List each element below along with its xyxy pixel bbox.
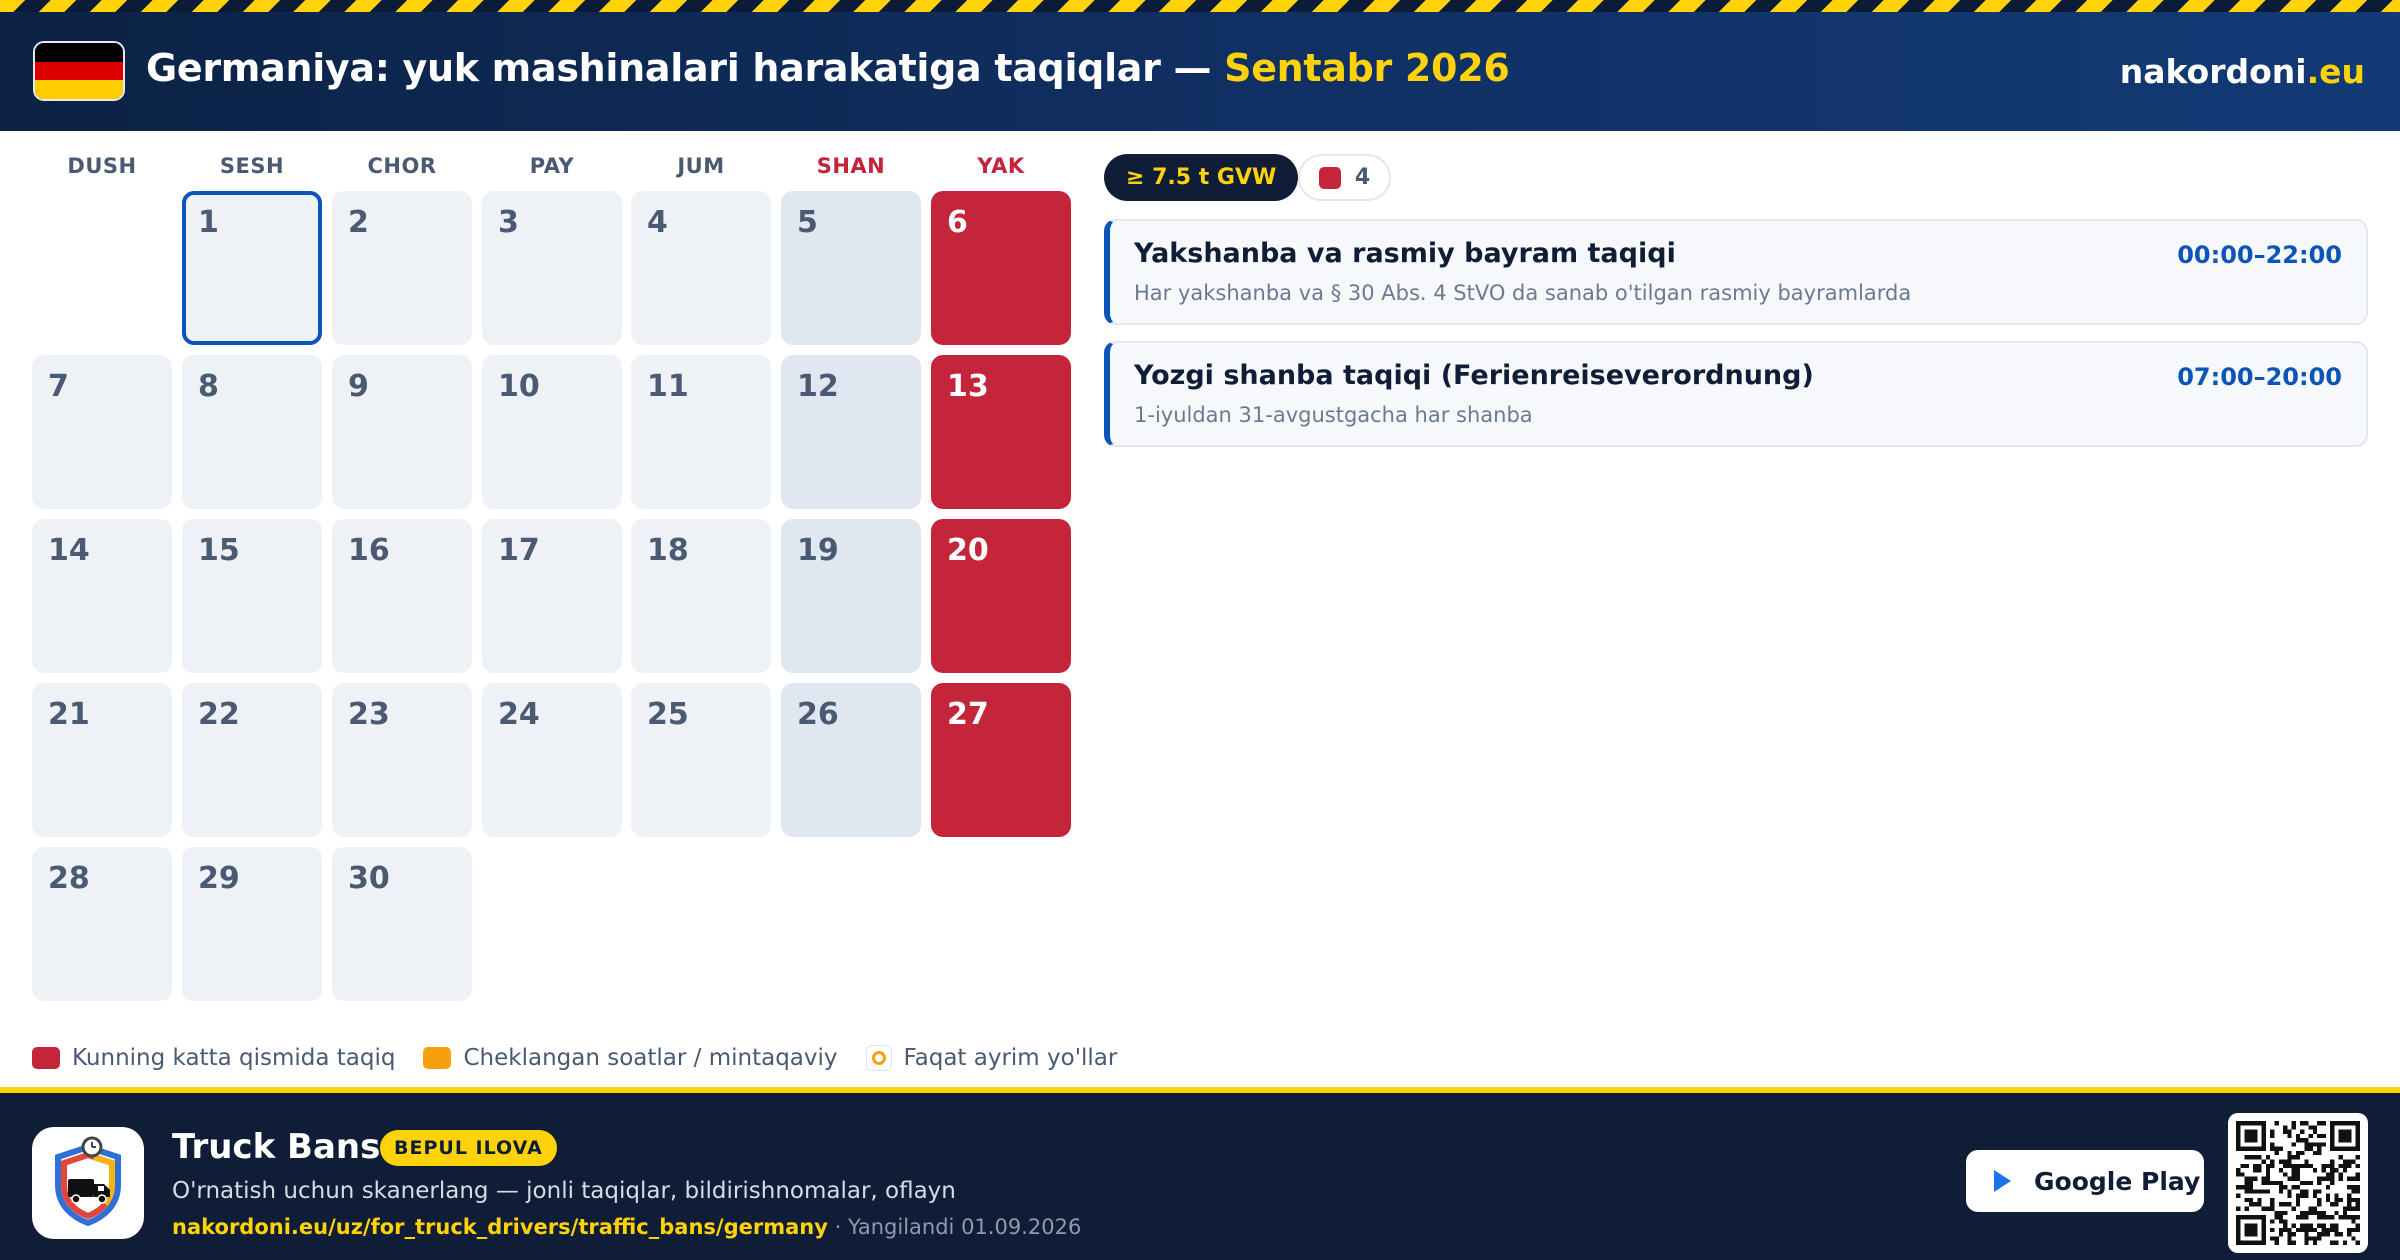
calendar-day[interactable] bbox=[332, 847, 472, 1001]
rule-time: 00:00–22:00 bbox=[2177, 241, 2342, 269]
page-title bbox=[146, 46, 1509, 90]
weight-badge: ≥ 7.5 t GVW bbox=[1104, 154, 1298, 201]
legend-item-full-ban bbox=[32, 1045, 395, 1071]
calendar-day-number: 28 bbox=[48, 861, 90, 896]
calendar-day-number: 14 bbox=[48, 533, 90, 568]
weekday-header: CHOR bbox=[367, 154, 437, 178]
ban-count-badge bbox=[1298, 154, 1391, 201]
weekday-header: DUSH bbox=[67, 154, 137, 178]
red-square-icon bbox=[1319, 167, 1341, 189]
calendar-day-number: 9 bbox=[348, 369, 369, 404]
calendar-day[interactable] bbox=[332, 683, 472, 837]
calendar-day[interactable] bbox=[631, 683, 771, 837]
calendar-day-number: 24 bbox=[498, 697, 540, 732]
rule-title: Yozgi shanba taqiqi (Ferienreiseverordnung) bbox=[1134, 360, 1814, 391]
calendar-day-number: 12 bbox=[797, 369, 839, 404]
calendar-day-number: 6 bbox=[947, 205, 968, 240]
calendar-day[interactable] bbox=[781, 191, 921, 345]
calendar-day[interactable] bbox=[781, 519, 921, 673]
legend-label-restricted: Cheklangan soatlar / mintaqaviy bbox=[463, 1045, 838, 1071]
calendar-day[interactable] bbox=[332, 355, 472, 509]
header-bar bbox=[0, 0, 2400, 131]
calendar-day-number: 20 bbox=[947, 533, 989, 568]
rule-time: 07:00–20:00 bbox=[2177, 363, 2342, 391]
footer-separator: · bbox=[827, 1215, 848, 1239]
weekday-header: SESH bbox=[219, 154, 285, 178]
red-swatch-icon bbox=[32, 1047, 60, 1069]
calendar-day[interactable] bbox=[182, 355, 322, 509]
calendar-day[interactable] bbox=[182, 519, 322, 673]
rule-card-sunday[interactable] bbox=[1104, 219, 2368, 325]
weekday-header: SHAN bbox=[816, 154, 886, 178]
calendar-day[interactable] bbox=[32, 519, 172, 673]
weekday-header: PAY bbox=[529, 154, 575, 178]
legend-label-full-ban: Kunning katta qismida taqiq bbox=[72, 1045, 396, 1071]
weekday-header: JUM bbox=[677, 154, 725, 178]
calendar-day[interactable] bbox=[332, 191, 472, 345]
calendar-day-number: 21 bbox=[48, 697, 90, 732]
hazard-stripe bbox=[0, 0, 2400, 12]
weekday-header: YAK bbox=[977, 154, 1025, 178]
calendar-day-number: 2 bbox=[348, 205, 369, 240]
calendar-day[interactable] bbox=[931, 683, 1071, 837]
calendar-day[interactable] bbox=[931, 191, 1071, 345]
calendar-day-number: 18 bbox=[647, 533, 689, 568]
footer-url-link[interactable]: nakordoni.eu/uz/for_truck_drivers/traffic_bans/germany bbox=[172, 1215, 828, 1239]
footer-promo bbox=[0, 1087, 2400, 1260]
orange-swatch-icon bbox=[423, 1047, 451, 1069]
calendar-day-number: 26 bbox=[797, 697, 839, 732]
free-app-badge: BEPUL ILOVA bbox=[380, 1130, 557, 1166]
calendar-day[interactable] bbox=[482, 519, 622, 673]
rule-subtitle: 1-iyuldan 31-avgustgacha har shanba bbox=[1134, 403, 1533, 427]
qr-code-icon bbox=[2236, 1121, 2360, 1245]
calendar-day[interactable] bbox=[32, 847, 172, 1001]
legend-item-some-roads bbox=[866, 1045, 1118, 1071]
footer-url-line bbox=[172, 1215, 1081, 1239]
month-label: Sentabr 2026 bbox=[1224, 46, 1510, 90]
calendar-day-number: 3 bbox=[498, 205, 519, 240]
calendar-day-number: 5 bbox=[797, 205, 818, 240]
legend-label-some-roads: Faqat ayrim yo'llar bbox=[903, 1045, 1118, 1071]
calendar-day[interactable] bbox=[931, 519, 1071, 673]
calendar-day[interactable] bbox=[482, 191, 622, 345]
calendar-day-number: 23 bbox=[348, 697, 390, 732]
calendar-day[interactable] bbox=[182, 847, 322, 1001]
calendar-day[interactable] bbox=[781, 683, 921, 837]
calendar-day-number: 8 bbox=[198, 369, 219, 404]
calendar-day-number: 25 bbox=[647, 697, 689, 732]
calendar-day-number: 30 bbox=[348, 861, 390, 896]
calendar-day-number: 11 bbox=[647, 369, 689, 404]
google-play-button[interactable] bbox=[1966, 1150, 2204, 1212]
calendar-day[interactable] bbox=[482, 355, 622, 509]
app-name: Truck Bans bbox=[172, 1127, 381, 1167]
google-play-label: Google Play bbox=[2034, 1166, 2201, 1196]
calendar-day-number: 22 bbox=[198, 697, 240, 732]
calendar-day[interactable] bbox=[631, 191, 771, 345]
calendar-day-number: 16 bbox=[348, 533, 390, 568]
calendar-day[interactable] bbox=[631, 519, 771, 673]
calendar-day-number: 13 bbox=[947, 369, 989, 404]
rule-title: Yakshanba va rasmiy bayram taqiqi bbox=[1134, 238, 1676, 269]
calendar-day-number: 19 bbox=[797, 533, 839, 568]
updated-date: Yangilandi 01.09.2026 bbox=[847, 1215, 1082, 1239]
legend bbox=[32, 1045, 1145, 1071]
legend-item-restricted bbox=[423, 1045, 837, 1071]
calendar-day[interactable] bbox=[32, 355, 172, 509]
calendar-day-number: 7 bbox=[48, 369, 69, 404]
page-title-text: Germaniya: yuk mashinalari harakatiga taqiqlar — bbox=[146, 46, 1225, 90]
calendar-day[interactable] bbox=[182, 191, 322, 345]
footer-tagline: O'rnatish uchun skanerlang — jonli taqiqlar, bildirishnomalar, oflayn bbox=[172, 1178, 956, 1204]
calendar-day-number: 17 bbox=[498, 533, 540, 568]
calendar-day-number: 1 bbox=[198, 205, 219, 240]
ban-count-value: 4 bbox=[1354, 165, 1371, 190]
brand-name: nakordoni bbox=[2119, 52, 2307, 91]
calendar-day[interactable] bbox=[32, 683, 172, 837]
calendar-day-number: 4 bbox=[647, 205, 668, 240]
calendar-day-number: 27 bbox=[947, 697, 989, 732]
rule-card-summer-saturday[interactable] bbox=[1104, 341, 2368, 447]
calendar-day[interactable] bbox=[482, 683, 622, 837]
calendar-day[interactable] bbox=[332, 519, 472, 673]
calendar-day-number: 15 bbox=[198, 533, 240, 568]
calendar-day[interactable] bbox=[931, 355, 1071, 509]
calendar-day[interactable] bbox=[182, 683, 322, 837]
play-triangle-icon bbox=[1992, 1169, 2012, 1193]
orange-ring-icon bbox=[866, 1045, 892, 1071]
germany-flag-icon bbox=[35, 43, 123, 99]
calendar-day-number: 29 bbox=[198, 861, 240, 896]
calendar-day-number: 10 bbox=[498, 369, 540, 404]
calendar-day[interactable] bbox=[781, 355, 921, 509]
brand-tld: .eu bbox=[2306, 52, 2365, 91]
qr-code bbox=[2228, 1113, 2368, 1253]
brand-link[interactable] bbox=[2120, 52, 2365, 91]
rule-subtitle: Har yakshanba va § 30 Abs. 4 StVO da sanab o'tilgan rasmiy bayramlarda bbox=[1134, 281, 1912, 305]
calendar-day[interactable] bbox=[631, 355, 771, 509]
app-icon[interactable] bbox=[32, 1127, 144, 1239]
truck-shield-icon bbox=[32, 1127, 144, 1239]
